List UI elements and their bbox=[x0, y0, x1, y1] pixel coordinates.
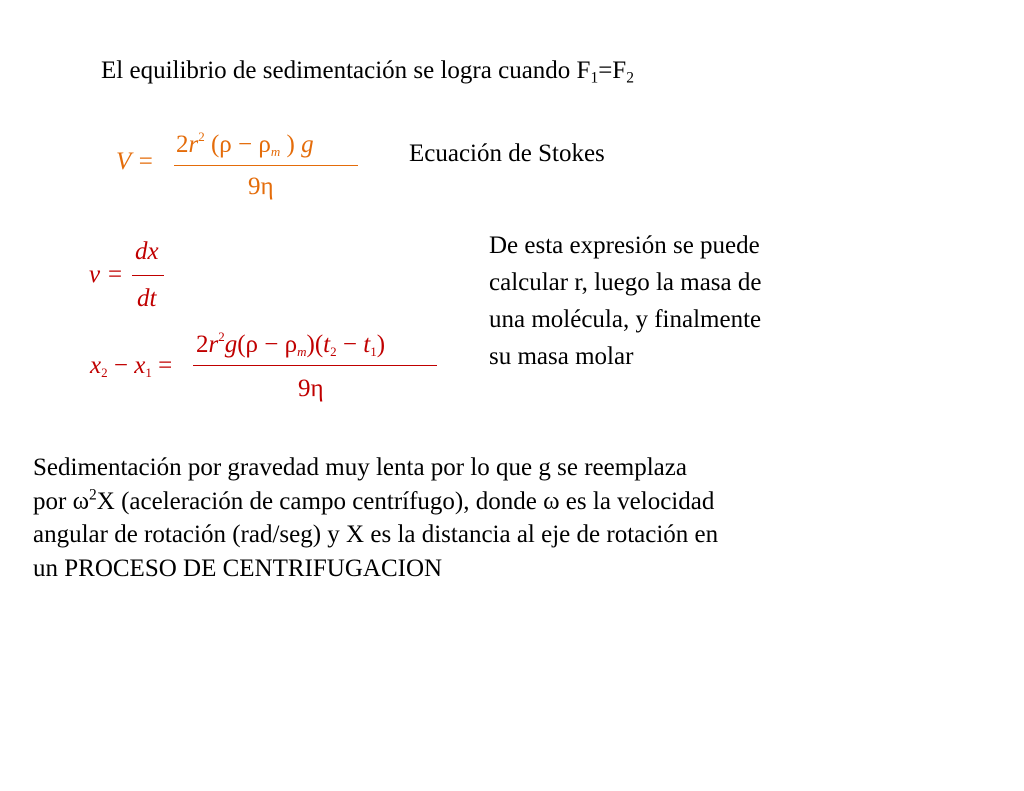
velocity-denominator: dt bbox=[137, 285, 157, 312]
heading-sub-2: 2 bbox=[626, 69, 634, 87]
bottom-line-2: por $\omega^2X$ (aceleración de campo centrífugo), donde ω es la velocidad bbox=[33, 486, 715, 515]
velocity-numerator: dx bbox=[135, 238, 159, 265]
side-text-line-3: una molécula, y finalmente bbox=[489, 306, 762, 333]
bottom-line-3: angular de rotación (rad/seg) y X es la distancia al eje de rotación en bbox=[33, 521, 719, 548]
side-text bbox=[489, 227, 761, 375]
displacement-denominator: 9η bbox=[298, 375, 324, 402]
displacement-numerator: $2r^2g(\rho - \rho m)(t2 - t1)$ bbox=[196, 329, 386, 359]
stokes-lhs: V = bbox=[116, 148, 154, 175]
bottom-paragraph bbox=[33, 451, 718, 585]
heading-text: El equilibrio de sedimentación se logra cuando F bbox=[101, 57, 591, 84]
side-text-line-2: calcular r, luego la masa de bbox=[489, 269, 762, 296]
displacement-fraction-bar bbox=[193, 365, 437, 366]
heading-mid: =F bbox=[598, 57, 627, 84]
displacement-lhs: x2 − x1 = bbox=[90, 352, 173, 380]
side-text-line-1: De esta expresión se puede bbox=[489, 232, 760, 259]
velocity-lhs: v = bbox=[89, 261, 124, 288]
side-text-line-4: su masa molar bbox=[489, 343, 634, 370]
bottom-line-4: un PROCESO DE CENTRIFUGACION bbox=[33, 554, 443, 582]
stokes-numerator: $2r^2$ (ρ − ρm ) g bbox=[176, 129, 314, 159]
bottom-line-1: Sedimentación por gravedad muy lenta por lo que g se reemplaza bbox=[33, 454, 687, 481]
stokes-label: Ecuación de Stokes bbox=[409, 140, 605, 167]
stokes-denominator: 9η bbox=[248, 173, 274, 200]
heading-sub-1: 1 bbox=[590, 69, 599, 87]
